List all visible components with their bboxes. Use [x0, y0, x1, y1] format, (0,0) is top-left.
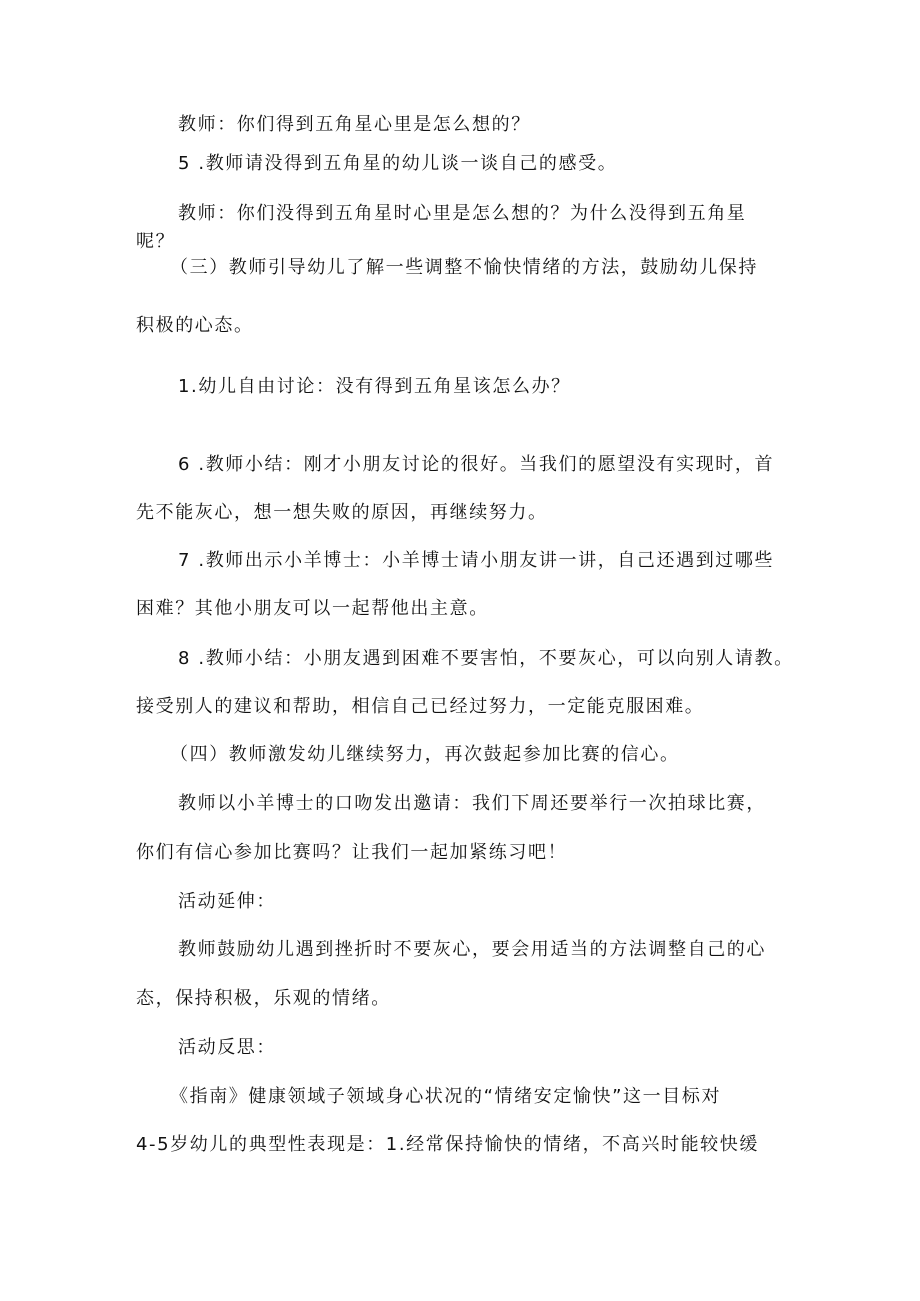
paragraph-line: 教师鼓励幼儿遇到挫折时不要灰心，要会用适当的方法调整自己的心	[178, 939, 766, 960]
section-label: 活动延伸：	[178, 891, 276, 912]
paragraph-line: 态，保持积极，乐观的情绪。	[136, 988, 391, 1009]
paragraph-line: 6 .教师小结：刚才小朋友讨论的很好。当我们的愿望没有实现时，首	[178, 454, 775, 475]
paragraph-line: 困难？其他小朋友可以一起帮他出主意。	[136, 598, 489, 619]
paragraph-line: 7 .教师出示小羊博士：小羊博士请小朋友讲一讲，自己还遇到过哪些	[178, 550, 775, 571]
paragraph-line: 《指南》健康领域子领域身心状况的“情绪安定愉快”这一目标对	[170, 1086, 722, 1107]
paragraph-line: 积极的心态。	[136, 315, 254, 336]
paragraph-line: 教师：你们得到五角星心里是怎么想的？	[178, 114, 531, 135]
paragraph-line: 8 .教师小结：小朋友遇到困难不要害怕，不要灰心，可以向别人请教。	[178, 648, 794, 669]
paragraph-line: 呢？	[136, 231, 176, 252]
section-heading: （三）教师引导幼儿了解一些调整不愉快情绪的方法，鼓励幼儿保持	[170, 257, 758, 278]
paragraph-line: 教师以小羊博士的口吻发出邀请：我们下周还要举行一次拍球比赛，	[178, 793, 766, 814]
paragraph-line: 你们有信心参加比赛吗？让我们一起加紧练习吧！	[136, 842, 568, 863]
paragraph-line: 先不能灰心，想一想失败的原因，再继续努力。	[136, 502, 548, 523]
section-heading: （四）教师激发幼儿继续努力，再次鼓起参加比赛的信心。	[170, 744, 680, 765]
paragraph-line: 1.幼儿自由讨论：没有得到五角星该怎么办？	[178, 376, 571, 397]
paragraph-line: 4-5岁幼儿的典型性表现是：1.经常保持愉快的情绪，不高兴时能较快缓	[136, 1134, 759, 1155]
paragraph-line: 5 .教师请没得到五角星的幼儿谈一谈自己的感受。	[178, 153, 618, 174]
paragraph-line: 教师：你们没得到五角星时心里是怎么想的？为什么没得到五角星	[178, 203, 747, 224]
paragraph-line: 接受别人的建议和帮助，相信自己已经过努力，一定能克服困难。	[136, 696, 705, 717]
section-label: 活动反思：	[178, 1037, 276, 1058]
